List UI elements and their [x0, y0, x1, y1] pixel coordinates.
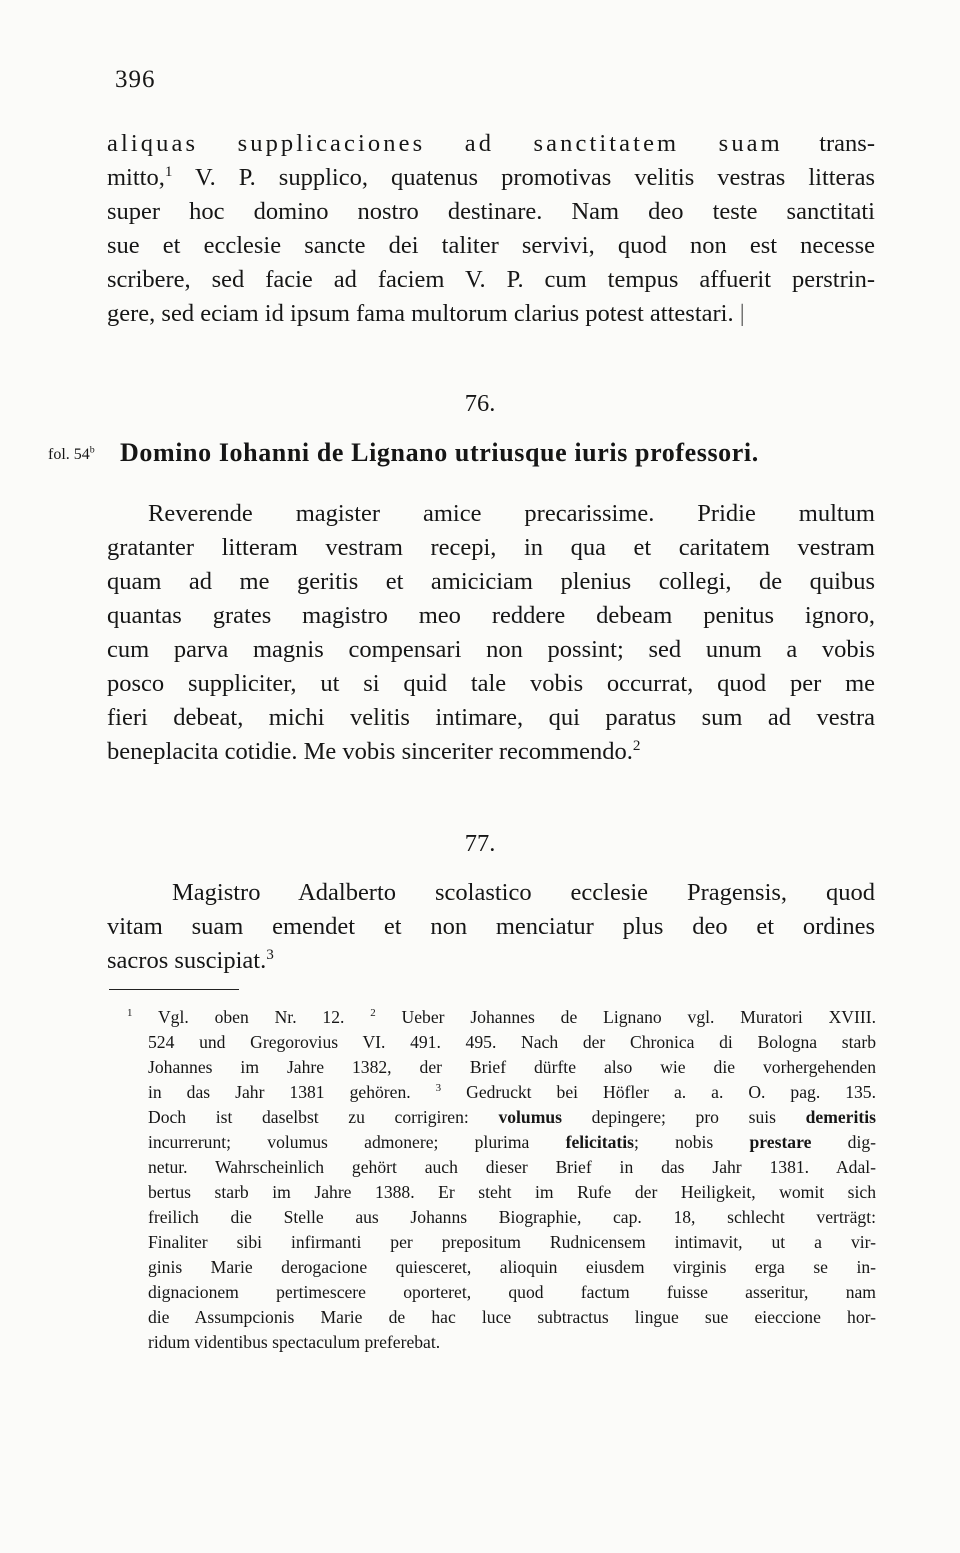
margin-note-text: fol. 54	[48, 446, 90, 463]
letter-number: 77.	[464, 830, 496, 857]
footnote-text: Ueber Johannes de Lignano vgl. Muratori XVIII.	[401, 1007, 876, 1027]
footnote-line: bertus starb im Jahre 1388. Er steht im Rufe der Heiligkeit, womit sich	[148, 1182, 876, 1202]
body-line: posco suppliciter, ut si quid tale vobis occurrat, quod per me	[107, 670, 875, 697]
footnote-line: ginis Marie derogacione quiesceret, alioquin eiusdem virginis erga se in-	[148, 1257, 876, 1277]
folio-margin-note	[48, 446, 95, 464]
body-line: fieri debeat, michi velitis intimare, qui paratus sum ad vestra	[107, 704, 875, 731]
line-text: V. P. supplico, quatenus promotivas velitis vestras litteras	[195, 164, 875, 191]
line-text: trans-	[819, 130, 875, 157]
footnote-mark: 3	[435, 1082, 442, 1095]
line-text: sacros suscipiat.	[107, 947, 267, 974]
footnote-line	[148, 1080, 876, 1105]
body-line	[107, 161, 875, 195]
footnote-line: Finaliter sibi infirmanti per prepositum Rudnicensem intimavit, ut a vir-	[148, 1232, 876, 1252]
letter-heading: Domino Iohanni de Lignano utriusque iuris professori.	[120, 438, 759, 467]
body-line	[107, 735, 875, 769]
body-line: vitam suam emendet et non menciatur plus deo et ordines	[107, 913, 875, 940]
footnote-bold: felicitatis	[565, 1132, 634, 1152]
footnote-line: dignacionem pertimescere oporteret, quod factum fuisse asseritur, nam	[148, 1282, 876, 1302]
line-text: gere, sed eciam id ipsum fama multorum clarius potest attestari.	[107, 300, 734, 327]
spaced-text: aliquas supplicaciones ad sanctitatem suam	[107, 130, 783, 157]
line-text: mitto,	[107, 164, 165, 191]
page-number: 396	[115, 66, 156, 93]
footnote-text: dig-	[847, 1132, 876, 1152]
footnote-text: incurrerunt; volumus admonere; plurima	[148, 1132, 530, 1152]
footnote-bold: demeritis	[805, 1107, 876, 1127]
body-line: Magistro Adalberto scolastico ecclesie Pragensis, quod	[172, 879, 875, 906]
body-line: super hoc domino nostro destinare. Nam deo teste sanctitati	[107, 198, 875, 225]
footnote-ref: 3	[266, 945, 274, 963]
footnote-bold: prestare	[749, 1132, 812, 1152]
footnote-mark: 1	[127, 1007, 133, 1020]
folio-mark: |	[739, 300, 745, 327]
footnote-line	[148, 1105, 876, 1130]
footnote-separator	[109, 989, 239, 990]
body-line: quam ad me geritis et amiciciam plenius collegi, de quibus	[107, 568, 875, 595]
footnote-mark: 2	[370, 1007, 376, 1020]
body-line: quantas grates magistro meo reddere debeam penitus ignoro,	[107, 602, 875, 629]
body-line: cum parva magnis compensari non possint; sed unum a vobis	[107, 636, 875, 663]
body-line: scribere, sed facie ad faciem V. P. cum tempus affuerit perstrin-	[107, 266, 875, 293]
body-line	[107, 944, 875, 978]
letter-number: 76.	[464, 390, 496, 417]
footnote-bold: volumus	[498, 1107, 562, 1127]
footnote-line	[127, 1005, 876, 1030]
footnote-line: Johannes im Jahre 1382, der Brief dürfte also wie die vorhergehenden	[148, 1057, 876, 1077]
footnote-line: 524 und Gregorovius VI. 491. 495. Nach der Chronica di Bologna starb	[148, 1032, 876, 1052]
footnote-text: ; nobis	[634, 1132, 714, 1152]
footnote-ref: 2	[632, 736, 641, 754]
footnote-line: netur. Wahrscheinlich gehört auch dieser Brief in das Jahr 1381. Adal-	[148, 1157, 876, 1177]
footnote-text: Gedruckt bei Höfler a. a. O. pag. 135.	[466, 1082, 877, 1102]
body-line: sue et ecclesie sancte dei taliter servivi, quod non est necesse	[107, 232, 875, 259]
body-line	[107, 127, 875, 161]
footnote-ref: 1	[164, 162, 173, 180]
margin-note-sup: b	[89, 444, 95, 456]
footnote-line	[148, 1130, 876, 1155]
footnote-text: depingere; pro suis	[591, 1107, 776, 1127]
footnote-line: freilich die Stelle aus Johanns Biographie, cap. 18, schlecht verträgt:	[148, 1207, 876, 1227]
footnote-text: in das Jahr 1381 gehören.	[148, 1082, 411, 1102]
footnote-text: Vgl. oben Nr. 12.	[157, 1007, 345, 1027]
body-line	[107, 297, 875, 331]
footnote-text: Doch ist daselbst zu corrigiren:	[148, 1107, 469, 1127]
body-line: Reverende magister amice precarissime. Pridie multum	[148, 500, 875, 527]
body-line: gratanter litteram vestram recepi, in qua et caritatem vestram	[107, 534, 875, 561]
footnote-line: ridum videntibus spectaculum preferebat.	[148, 1332, 441, 1352]
footnote-line: die Assumpcionis Marie de hac luce subtractus lingue sue eieccione hor-	[148, 1307, 876, 1327]
line-text: beneplacita cotidie. Me vobis sinceriter recommendo.	[107, 738, 633, 765]
